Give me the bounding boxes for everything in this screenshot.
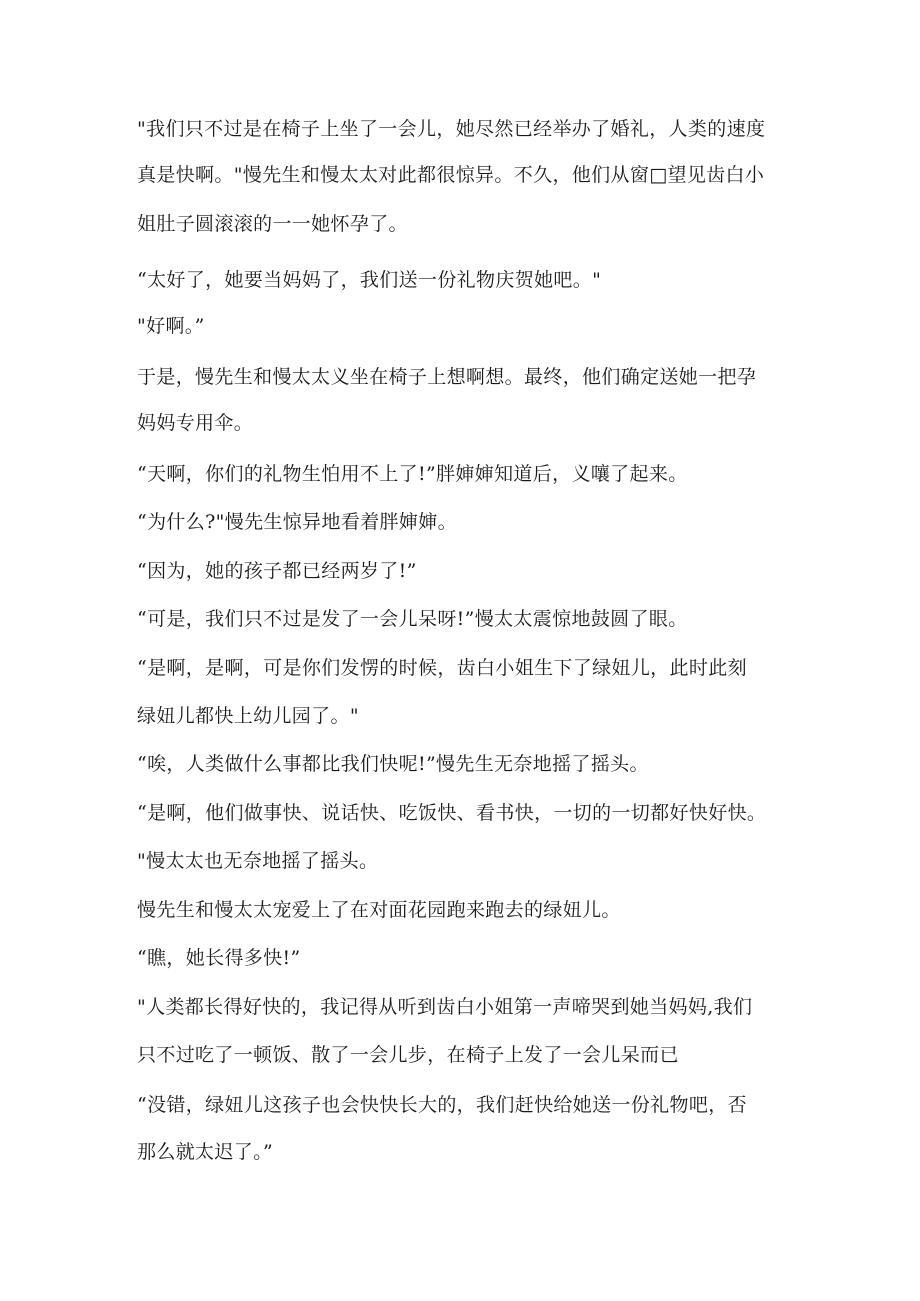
text-line: “瞧，她长得多快!”	[137, 947, 301, 969]
text-line: “可是，我们只不过是发了一会儿呆呀!”慢太太震惊地鼓圆了眼。	[137, 608, 688, 630]
text-line: 于是，慢先生和慢太太义坐在椅子上想啊想。最终，他们确定送她一把孕	[137, 366, 757, 388]
text-line: 妈妈专用伞。	[137, 412, 254, 434]
text-line: “唉，人类做什么事都比我们快呢!”慢先生无奈地摇了摇头。	[137, 753, 649, 775]
text-line: 只不过吃了一顿饭、散了一会儿步，在椅子上发了一会儿呆而已	[137, 1044, 679, 1066]
text-line: “太好了，她要当妈妈了，我们送一份礼物庆贺她吧。"	[137, 269, 602, 291]
text-line: 绿妞儿都快上幼儿园了。"	[137, 705, 359, 727]
text-line: “因为，她的孩子都已经两岁了!”	[137, 560, 417, 582]
text-line: “是啊，是啊，可是你们发愣的时候，齿白小姐生下了绿妞儿，此时此刻	[137, 657, 747, 679]
text-line: "好啊。”	[137, 315, 205, 337]
text-line: 那么就太迟了。”	[137, 1141, 274, 1163]
text-line: “是啊，他们做事快、说话快、吃饭快、看书快，一切的一切都好快好快。	[137, 802, 767, 824]
text-line: “没错，绿妞儿这孩子也会快快长大的，我们赶快给她送一份礼物吧，否	[137, 1094, 747, 1116]
text-line: “天啊，你们的礼物生怕用不上了!”胖婶婶知道后，义嚷了起来。	[137, 463, 688, 485]
text-line: "我们只不过是在椅子上坐了一会儿，她尽然已经举办了婚礼，人类的速度	[137, 118, 766, 140]
text-line: "人类都长得好快的，我记得从听到齿白小姐第一声啼哭到她当妈妈,我们	[137, 996, 753, 1018]
text-line: 真是快啊。"慢先生和慢太太对此都很惊异。不久，他们从窗□望见齿白小	[137, 164, 765, 186]
text-line: 姐肚子圆滚滚的一一她怀孕了。	[137, 213, 408, 235]
text-line: 慢先生和慢太太宠爱上了在对面花园跑来跑去的绿妞儿。	[137, 899, 621, 921]
text-line: “为什么?"慢先生惊异地看着胖婶婶。	[137, 511, 457, 533]
text-line: "慢太太也无奈地摇了摇头。	[137, 850, 379, 872]
